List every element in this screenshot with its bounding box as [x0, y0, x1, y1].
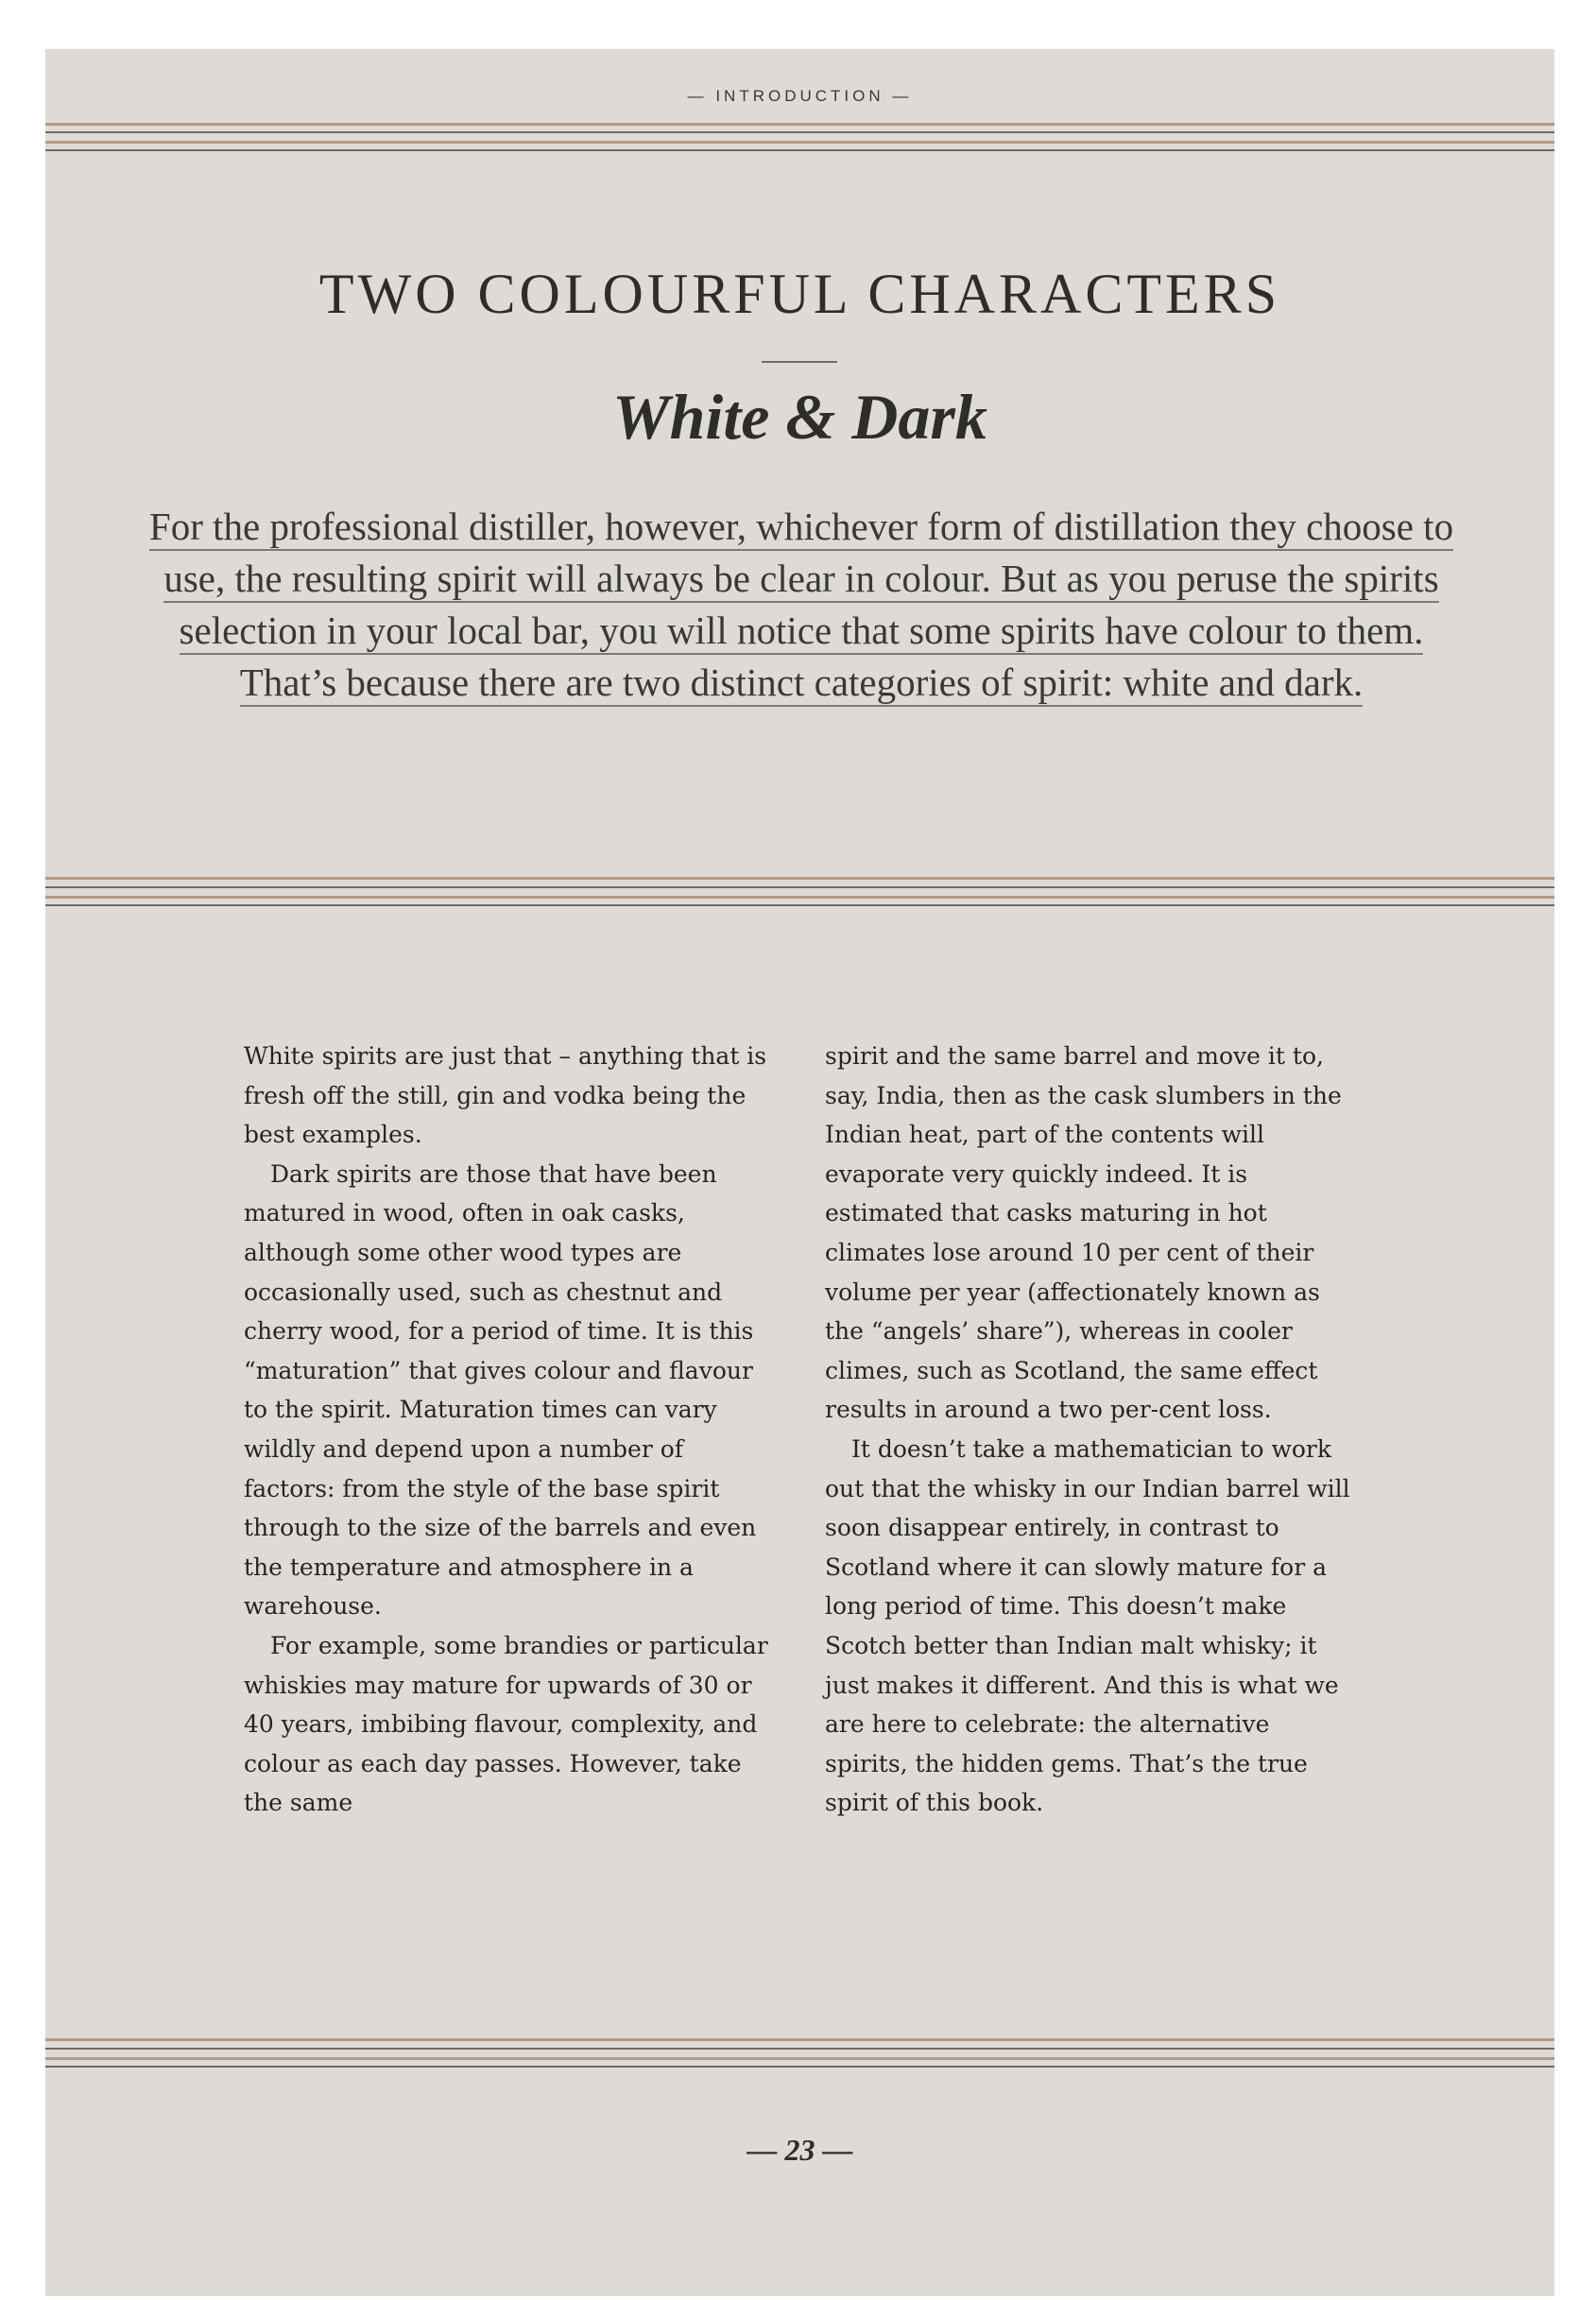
- body-paragraph: White spirits are just that – anything that is fresh off the still, gin and vodka being the best examples.: [244, 1042, 767, 1149]
- body-column-left: [244, 1037, 773, 1823]
- top-rule: [45, 123, 1554, 161]
- chapter-subtitle: White & Dark: [612, 381, 987, 453]
- middle-rule: [45, 877, 1554, 915]
- body-paragraph: It doesn’t take a mathematician to work out that the whisky in our Indian barrel will soon disappear entirely, in contrast to Scotland where it can slowly mature for a long period of time. This doesn’t make Scotch better than Indian malt whisky; it just makes it different. And this is what we are here to celebrate: the alternative spirits, the hidden gems. That’s the true spirit of this book.: [825, 1434, 1350, 1817]
- intro-paragraph: [145, 501, 1458, 709]
- body-paragraph: spirit and the same barrel and move it to, say, India, then as the cask slumbers in the Indian heat, part of the contents will evaporate very quickly indeed. It is estimated that casks maturing in hot climates lose around 10 per cent of their volume per year (affectionately known as the “angels’ share”), whereas in cooler climes, such as Scotland, the same effect results in around a two per-cent loss.: [825, 1042, 1342, 1424]
- body-paragraph: Dark spirits are those that have been matured in wood, often in oak casks, although some other wood types are occasionally used, such as chestnut and cherry wood, for a period of time. It is this “maturation” that gives colour and flavour to the spirit. Maturation times can vary wildly and depend upon a number of factors: from the style of the base spirit through to the size of the barrels and even the temperature and atmosphere in a warehouse.: [244, 1159, 757, 1621]
- running-head: — INTRODUCTION —: [687, 87, 913, 105]
- body-paragraph: For example, some brandies or particular whiskies may mature for upwards of 30 or 40 years, imbibing flavour, complexity, and colour as each day passes. However, take the same: [244, 1631, 768, 1817]
- title-divider: [762, 361, 837, 363]
- bottom-rule: [45, 2038, 1554, 2076]
- book-page: [45, 49, 1554, 2296]
- intro-text: For the professional distiller, however, whichever form of distillation they choose to use, the resulting spirit will always be clear in colour. But as you peruse the spirits selection in your local bar, you will notice that some spirits have colour to them. That’s because there are two distinct categories of spirit: white and dark.: [149, 505, 1453, 707]
- body-column-right: [825, 1037, 1354, 1823]
- page-number: — 23 —: [747, 2133, 853, 2167]
- chapter-title: TWO COLOURFUL CHARACTERS: [318, 263, 1281, 325]
